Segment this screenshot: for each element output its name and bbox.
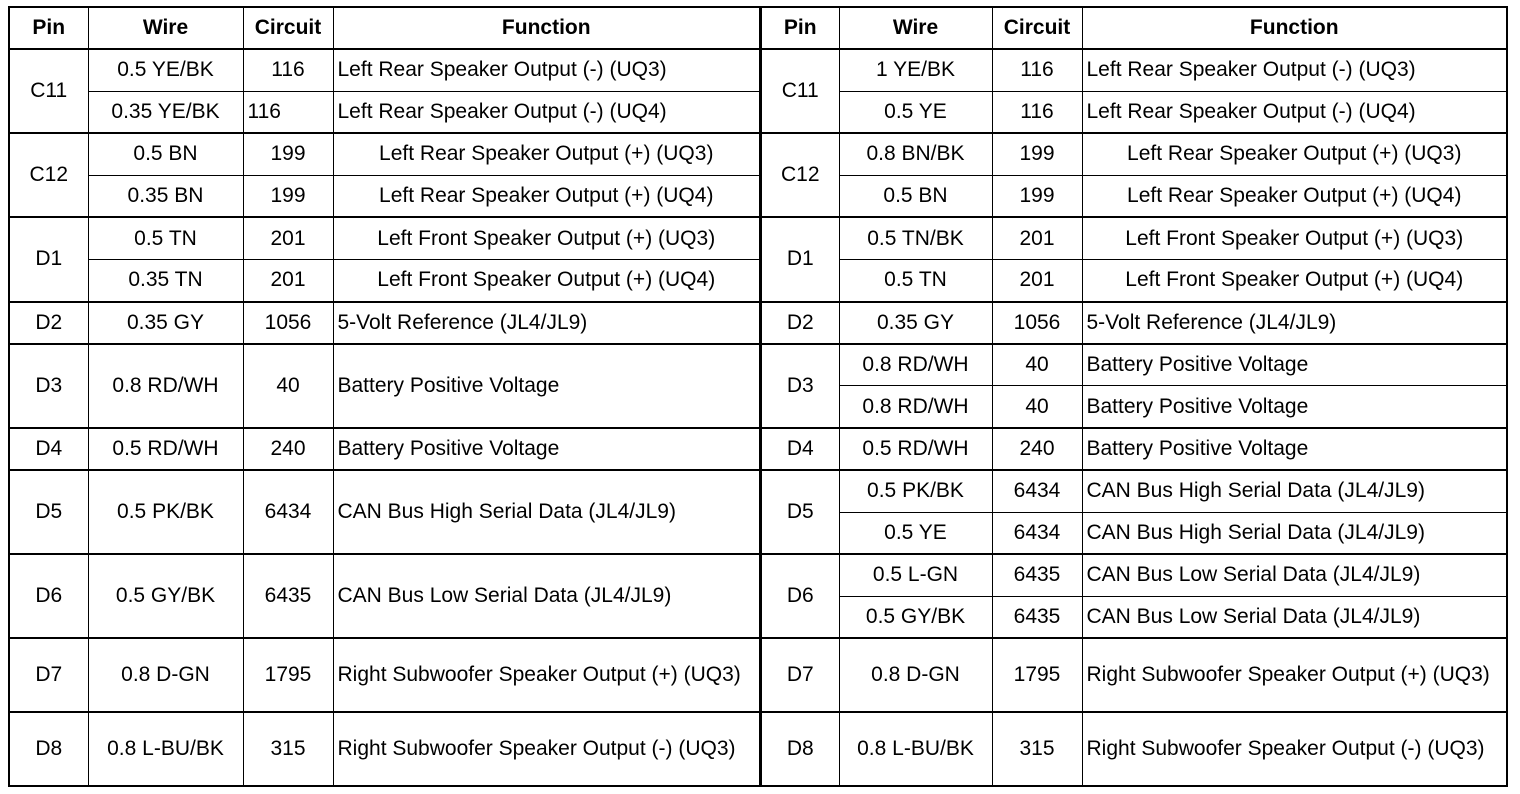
pin-cell: D7 [10, 638, 88, 711]
wire-cell: 0.35 GY [88, 302, 243, 344]
pin-cell: D3 [10, 344, 88, 428]
function-cell: 5-Volt Reference (JL4/JL9) [1082, 302, 1506, 344]
header-row [10, 8, 760, 49]
circuit-cell: 6434 [243, 470, 333, 554]
wire-cell: 0.8 BN/BK [839, 133, 992, 175]
function-cell: Right Subwoofer Speaker Output (-) (UQ3) [333, 712, 760, 785]
pin-cell: C11 [761, 49, 839, 133]
pin-cell: D1 [761, 217, 839, 301]
wire-cell: 0.35 TN [88, 260, 243, 302]
header-row [761, 8, 1506, 49]
pin-cell: D4 [761, 428, 839, 470]
header-wire: Wire [839, 8, 992, 49]
table-row [10, 712, 760, 785]
circuit-cell: 116 [243, 91, 333, 133]
header-function: Function [333, 8, 760, 49]
pin-cell: D5 [10, 470, 88, 554]
circuit-cell: 40 [992, 386, 1082, 428]
pinout-table-left [10, 8, 760, 785]
circuit-cell: 40 [243, 344, 333, 428]
pin-cell: D8 [10, 712, 88, 785]
circuit-cell: 6435 [992, 596, 1082, 638]
wire-cell: 0.8 RD/WH [839, 386, 992, 428]
function-cell: Battery Positive Voltage [1082, 428, 1506, 470]
pin-cell: D3 [761, 344, 839, 428]
function-cell: Left Rear Speaker Output (-) (UQ3) [1082, 49, 1506, 91]
circuit-cell: 199 [243, 133, 333, 175]
circuit-cell: 201 [243, 217, 333, 259]
table-row [10, 302, 760, 344]
function-cell: Left Front Speaker Output (+) (UQ4) [1082, 260, 1506, 302]
circuit-cell: 6435 [992, 554, 1082, 596]
wire-cell: 0.5 GY/BK [839, 596, 992, 638]
circuit-cell: 1795 [992, 638, 1082, 711]
table-row [761, 175, 1506, 217]
pin-cell: D4 [10, 428, 88, 470]
function-cell: Right Subwoofer Speaker Output (+) (UQ3) [333, 638, 760, 711]
wire-cell: 0.5 TN [839, 260, 992, 302]
pin-cell: D5 [761, 470, 839, 554]
table-row [761, 49, 1506, 91]
pin-cell: C11 [10, 49, 88, 133]
connector-pinout-table [8, 6, 1508, 787]
circuit-cell: 201 [992, 260, 1082, 302]
wire-cell: 0.8 RD/WH [839, 344, 992, 386]
circuit-cell: 116 [243, 49, 333, 91]
table-row [10, 49, 760, 91]
table-row [10, 428, 760, 470]
table-row [10, 554, 760, 596]
circuit-cell: 199 [243, 175, 333, 217]
pin-cell: D6 [10, 554, 88, 638]
wire-cell: 0.35 YE/BK [88, 91, 243, 133]
table-row [761, 91, 1506, 133]
circuit-cell: 1056 [992, 302, 1082, 344]
pin-cell: D7 [761, 638, 839, 711]
function-cell: Left Front Speaker Output (+) (UQ4) [333, 260, 760, 302]
wire-cell: 0.5 TN/BK [839, 217, 992, 259]
pin-cell: D6 [761, 554, 839, 638]
table-row [10, 470, 760, 512]
table-row [761, 260, 1506, 302]
wire-cell: 1 YE/BK [839, 49, 992, 91]
circuit-cell: 199 [992, 133, 1082, 175]
function-cell: Left Rear Speaker Output (+) (UQ4) [1082, 175, 1506, 217]
table-row [761, 638, 1506, 711]
wire-cell: 0.35 BN [88, 175, 243, 217]
function-cell: Left Rear Speaker Output (+) (UQ3) [1082, 133, 1506, 175]
function-cell: Left Front Speaker Output (+) (UQ3) [1082, 217, 1506, 259]
wire-cell: 0.5 YE [839, 512, 992, 554]
wire-cell: 0.8 D-GN [839, 638, 992, 711]
wire-cell: 0.5 PK/BK [839, 470, 992, 512]
function-cell: Right Subwoofer Speaker Output (-) (UQ3) [1082, 712, 1506, 785]
wire-cell: 0.5 RD/WH [839, 428, 992, 470]
wire-cell: 0.5 BN [88, 133, 243, 175]
table-row [10, 217, 760, 259]
function-cell: Left Rear Speaker Output (+) (UQ4) [333, 175, 760, 217]
wire-cell: 0.35 GY [839, 302, 992, 344]
circuit-cell: 40 [992, 344, 1082, 386]
table-row [761, 302, 1506, 344]
function-cell: Battery Positive Voltage [1082, 344, 1506, 386]
wire-cell: 0.5 BN [839, 175, 992, 217]
function-cell: Left Rear Speaker Output (-) (UQ4) [333, 91, 760, 133]
function-cell: 5-Volt Reference (JL4/JL9) [333, 302, 760, 344]
table-row [761, 596, 1506, 638]
function-cell: Left Rear Speaker Output (+) (UQ3) [333, 133, 760, 175]
circuit-cell: 6434 [992, 470, 1082, 512]
circuit-cell: 6434 [992, 512, 1082, 554]
function-cell: CAN Bus High Serial Data (JL4/JL9) [1082, 470, 1506, 512]
function-cell: CAN Bus Low Serial Data (JL4/JL9) [1082, 554, 1506, 596]
circuit-cell: 201 [243, 260, 333, 302]
pin-cell: D2 [761, 302, 839, 344]
wire-cell: 0.8 L-BU/BK [839, 712, 992, 785]
table-row [761, 712, 1506, 785]
wire-cell: 0.5 TN [88, 217, 243, 259]
circuit-cell: 315 [992, 712, 1082, 785]
wire-cell: 0.5 L-GN [839, 554, 992, 596]
table-row [761, 217, 1506, 259]
function-cell: Battery Positive Voltage [333, 344, 760, 428]
function-cell: Battery Positive Voltage [333, 428, 760, 470]
table-row [10, 133, 760, 175]
table-row [761, 428, 1506, 470]
function-cell: CAN Bus High Serial Data (JL4/JL9) [333, 470, 760, 554]
function-cell: CAN Bus Low Serial Data (JL4/JL9) [1082, 596, 1506, 638]
table-row [761, 386, 1506, 428]
function-cell: Left Rear Speaker Output (-) (UQ4) [1082, 91, 1506, 133]
circuit-cell: 240 [243, 428, 333, 470]
circuit-cell: 6435 [243, 554, 333, 638]
table-row [10, 91, 760, 133]
wire-cell: 0.8 L-BU/BK [88, 712, 243, 785]
circuit-cell: 199 [992, 175, 1082, 217]
header-circuit: Circuit [243, 8, 333, 49]
wire-cell: 0.5 RD/WH [88, 428, 243, 470]
circuit-cell: 116 [992, 91, 1082, 133]
pinout-table-right [760, 8, 1506, 785]
circuit-cell: 315 [243, 712, 333, 785]
wire-cell: 0.5 PK/BK [88, 470, 243, 554]
function-cell: CAN Bus Low Serial Data (JL4/JL9) [333, 554, 760, 638]
circuit-cell: 240 [992, 428, 1082, 470]
table-row [10, 344, 760, 386]
pin-cell: C12 [10, 133, 88, 217]
circuit-cell: 201 [992, 217, 1082, 259]
header-function: Function [1082, 8, 1506, 49]
function-cell: Left Front Speaker Output (+) (UQ3) [333, 217, 760, 259]
pin-cell: D2 [10, 302, 88, 344]
table-row [761, 512, 1506, 554]
wire-cell: 0.5 GY/BK [88, 554, 243, 638]
function-cell: Battery Positive Voltage [1082, 386, 1506, 428]
header-circuit: Circuit [992, 8, 1082, 49]
wire-cell: 0.8 RD/WH [88, 344, 243, 428]
circuit-cell: 1795 [243, 638, 333, 711]
pin-cell: D1 [10, 217, 88, 301]
table-row [761, 470, 1506, 512]
function-cell: Left Rear Speaker Output (-) (UQ3) [333, 49, 760, 91]
table-row [10, 638, 760, 711]
table-row [10, 260, 760, 302]
circuit-cell: 116 [992, 49, 1082, 91]
wire-cell: 0.5 YE/BK [88, 49, 243, 91]
wire-cell: 0.5 YE [839, 91, 992, 133]
pin-cell: D8 [761, 712, 839, 785]
header-pin: Pin [761, 8, 839, 49]
header-wire: Wire [88, 8, 243, 49]
wire-cell: 0.8 D-GN [88, 638, 243, 711]
table-row [761, 344, 1506, 386]
table-row [761, 133, 1506, 175]
header-pin: Pin [10, 8, 88, 49]
circuit-cell: 1056 [243, 302, 333, 344]
function-cell: CAN Bus High Serial Data (JL4/JL9) [1082, 512, 1506, 554]
function-cell: Right Subwoofer Speaker Output (+) (UQ3) [1082, 638, 1506, 711]
pin-cell: C12 [761, 133, 839, 217]
table-row [761, 554, 1506, 596]
table-row [10, 175, 760, 217]
